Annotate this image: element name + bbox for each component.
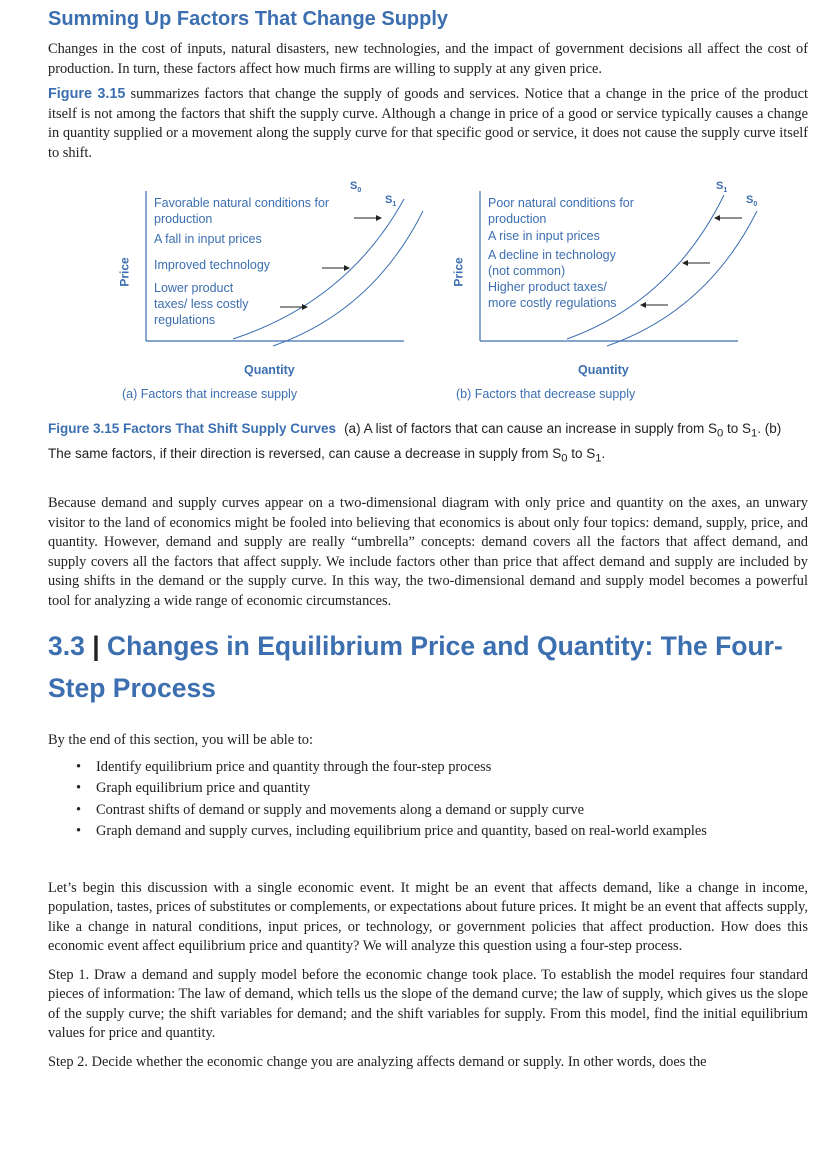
shift-arrow [640,302,668,308]
list-item: • Identify equilibrium price and quantity through the four-step process [76,757,808,779]
paragraph-text: summarizes factors that change the supply of goods and services. Notice that a change in the price of the product itself is not among the factors that shift the supply curve. Although a change in price of a good or service typically causes a change in quantity supplied or a movement along the supply curve for that specific good or service, it does not cause the supply curve itself to shift. [48,86,809,161]
caption-title: Figure 3.15 Factors That Shift Supply Curves [48,421,337,436]
list-item: • Graph demand and supply curves, including equilibrium price and quantity, based on real-world examples [76,821,808,843]
figure-3-15 [48,181,808,413]
list-item: • Contrast shifts of demand or supply and movements along a demand or supply curve [76,800,808,822]
section-number: 3.3 [48,631,85,662]
shift-arrow [280,304,308,310]
x-axis-label: Quantity [244,363,295,377]
objectives-intro: By the end of this section, you will be able to: [48,732,313,749]
factor-label: Favorable natural conditions for production [154,196,330,226]
list-item: • Graph equilibrium price and quantity [76,778,808,800]
page [48,0,808,1078]
shift-arrow [682,260,710,266]
curve-label-s1: $S_1$ [716,180,728,194]
figure-caption: Figure 3.15 Factors That Shift Supply Curves (a) A list of factors that can cause an increase in supply from $S_0$ to $S_1$. (b) The same factors, if their direction is reversed, can cause a decrease in supply from $S_0$ to $S_1$. [48,421,782,465]
section-separator: | [92,631,100,662]
paragraph: Step 2. Decide whether the economic change you are analyzing affects demand or supply. In other words, does the [48,1053,707,1070]
paragraph: Let’s begin this discussion with a single economic event. It might be an event that affects demand, like a change in income, population, tastes, prices of substitutes or complements, or expectations about future prices. It might be an event that affects supply, like a change in natural conditions, input prices, or technology, or government policies that affect production. How does this economic event affect equilibrium price and quantity? We will analyze this question using a four-step process. [48,879,808,955]
figure-link[interactable]: Figure 3.15 [48,86,126,102]
objectives-list [76,757,808,843]
curve-label-s0: $S_0$ [746,194,758,208]
factor-label: A rise in input prices [488,229,600,243]
factor-label: A fall in input prices [154,232,262,246]
paragraph: Step 1. Draw a demand and supply model before the economic change took place. To establish the model requires four standard pieces of information: The law of demand, which tells us the slope of the demand curve; the law of supply, which gives us the slope of the supply curve; the shift variables for demand; and the shift variables for supply. From this model, find the initial equilibrium values for price and quantity. [48,966,808,1042]
shift-arrow [714,215,742,221]
paragraph [48,85,808,163]
panel-subtitle: (a) Factors that increase supply [122,387,298,401]
shift-arrow [354,215,382,221]
curve-label-s0: $S_0$ [350,180,362,194]
factor-label: Improved technology [154,258,271,272]
factor-label: Higher product taxes/ more costly regulations [488,280,617,310]
section-heading: Summing Up Factors That Change Supply [48,8,449,30]
paragraph: Because demand and supply curves appear on a two-dimensional diagram with only price and quantity on the axes, an unwary visitor to the land of economics might be fooled into believing that economics is about only four topics: demand, supply, price, and quantity. However, demand and supply are really “umbrella” concepts: demand covers all the factors that affect demand, and supply covers all the factors that affect supply. We include factors other than price that affect demand and supply are included by using shifts in the demand or the supply curve. In this way, the two-dimensional demand and supply model becomes a powerful tool for analyzing a wide range of economic circumstances. [48,495,808,609]
y-axis-label: Price [117,257,132,287]
panel-b [442,181,762,413]
curve-label-s1: $S_1$ [385,194,397,208]
factor-label: A decline in technology (not common) [488,248,616,278]
panel-a [108,181,408,413]
panel-subtitle: (b) Factors that decrease supply [456,387,636,401]
x-axis-label: Quantity [578,363,629,377]
section-title: Changes in Equilibrium Price and Quantity: The Four-Step Process [48,631,783,704]
section-heading-3-3 [48,625,808,709]
factor-label: Poor natural conditions for production [488,196,634,226]
y-axis-label: Price [451,257,466,287]
factor-label: Lower product taxes/ less costly regulations [154,281,249,327]
paragraph: Changes in the cost of inputs, natural disasters, new technologies, and the impact of government decisions all affect the cost of production. In turn, these factors affect how much firms are willing to supply at any given price. [48,41,808,77]
